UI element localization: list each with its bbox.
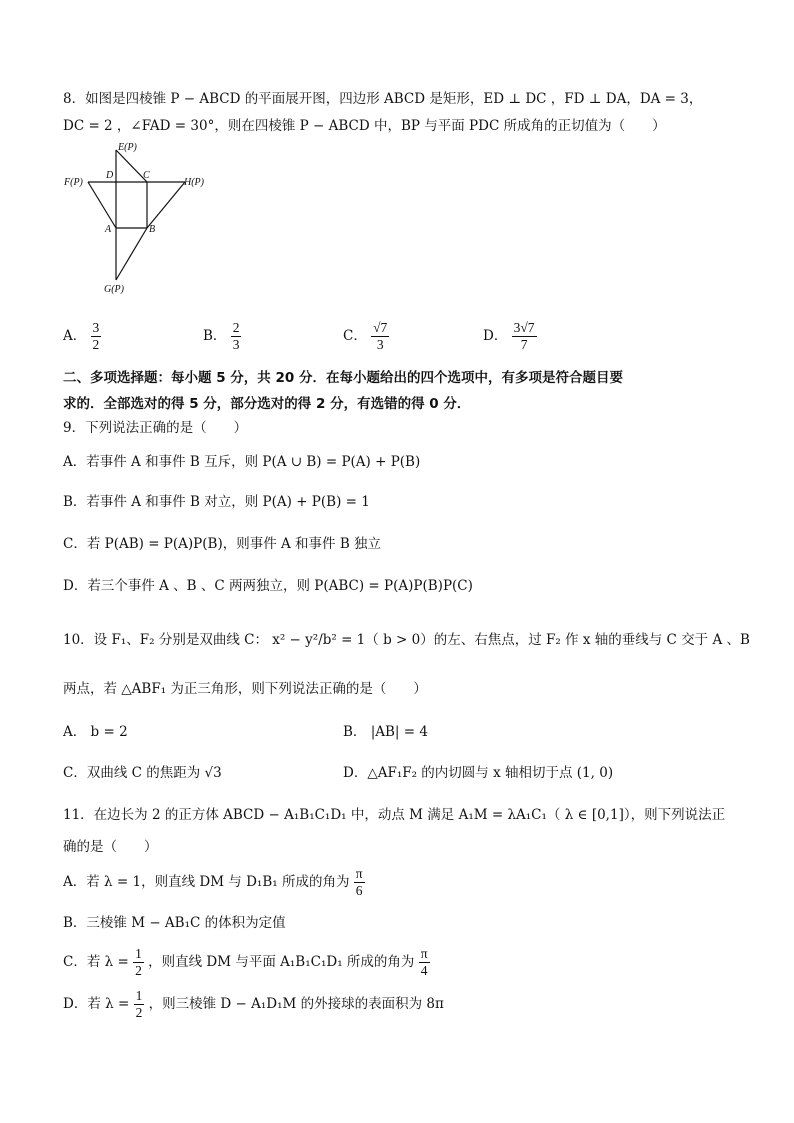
q8-option-a-label: A． bbox=[63, 328, 87, 344]
line-h-b bbox=[147, 182, 185, 228]
q11-option-a[interactable] bbox=[63, 866, 365, 899]
q8-option-b-label: B． bbox=[203, 328, 227, 344]
q10-stem-line1: 10．设 F₁、F₂ 分别是双曲线 C： x² − y²/b² = 1（ b > 0）的左、右焦点，过 F₂ 作 x 轴的垂线与 C 交于 A 、B bbox=[63, 632, 750, 648]
q11-option-a-num: π bbox=[355, 866, 363, 881]
q11-option-c-fraction bbox=[133, 946, 144, 979]
q8-stem-line2: DC = 2 ，∠FAD = 30°，则在四棱锥 P − ABCD 中，BP 与平面 PDC 所成角的正切值为（ ） bbox=[63, 118, 666, 134]
q8-option-b-fraction bbox=[231, 320, 242, 353]
label-a: A bbox=[105, 224, 112, 235]
q10-stem-line2: 两点，若 △ABF₁ 为正三角形，则下列说法正确的是（ ） bbox=[63, 681, 427, 697]
q10-option-c[interactable]: C．双曲线 C 的焦距为 √3 bbox=[63, 765, 222, 781]
q10-option-d[interactable]: D．△AF₁F₂ 的内切圆与 x 轴相切于点 (1, 0) bbox=[343, 765, 614, 781]
q11-option-d[interactable] bbox=[63, 988, 444, 1021]
q8-option-c-label: C． bbox=[343, 328, 367, 344]
q11-option-d-fraction bbox=[134, 988, 145, 1021]
label-c: C bbox=[143, 170, 150, 181]
q8-option-c[interactable] bbox=[343, 320, 389, 353]
label-b: B bbox=[149, 224, 156, 235]
q10-option-a[interactable]: A． b = 2 bbox=[63, 724, 128, 740]
q8-option-d-den: 7 bbox=[520, 337, 528, 352]
q11-option-c-den: 2 bbox=[135, 963, 142, 978]
q11-option-d-post: ，则三棱锥 D − A₁D₁M 的外接球的表面积为 8π bbox=[148, 996, 444, 1012]
q8-option-c-num: √7 bbox=[373, 320, 388, 335]
label-f: F(P) bbox=[64, 177, 83, 188]
q8-option-b-num: 2 bbox=[232, 320, 240, 335]
q8-option-d-label: D． bbox=[483, 328, 508, 344]
q8-option-d-fraction bbox=[512, 320, 537, 353]
q8-option-c-den: 3 bbox=[376, 337, 384, 352]
q11-option-c-num2: π bbox=[420, 946, 428, 961]
q8-unfolded-pyramid-figure bbox=[60, 140, 220, 298]
label-d: D bbox=[106, 170, 114, 181]
q9-option-c[interactable]: C．若 P(AB) = P(A)P(B)，则事件 A 和事件 B 独立 bbox=[63, 536, 382, 552]
section2-heading-line2: 求的．全部选对的得 5 分，部分选对的得 2 分，有选错的得 0 分． bbox=[63, 396, 471, 412]
q9-option-d[interactable]: D．若三个事件 A 、B 、C 两两独立，则 P(ABC) = P(A)P(B)P(C) bbox=[63, 578, 473, 594]
q11-option-a-text: A．若 λ = 1，则直线 DM 与 D₁B₁ 所成的角为 bbox=[63, 874, 350, 890]
label-h: H(P) bbox=[184, 177, 204, 188]
q8-option-a[interactable] bbox=[63, 320, 101, 353]
q10-option-b[interactable]: B． |AB| = 4 bbox=[343, 724, 428, 740]
q8-option-d[interactable] bbox=[483, 320, 537, 353]
q9-option-b[interactable]: B．若事件 A 和事件 B 对立，则 P(A) + P(B) = 1 bbox=[63, 494, 370, 510]
q11-option-d-den: 2 bbox=[135, 1005, 143, 1020]
q11-option-a-fraction bbox=[354, 866, 365, 899]
line-f-a bbox=[88, 182, 116, 228]
q8-option-b[interactable] bbox=[203, 320, 241, 353]
label-e: E(P) bbox=[118, 142, 137, 153]
q11-option-c-num: 1 bbox=[135, 946, 142, 961]
q11-stem-line2: 确的是（ ） bbox=[63, 839, 158, 855]
q8-stem-line1: 8．如图是四棱锥 P − ABCD 的平面展开图，四边形 ABCD 是矩形，ED ⊥ DC ，FD ⊥ DA，DA = 3， bbox=[63, 91, 703, 107]
q9-stem: 9．下列说法正确的是（ ） bbox=[63, 420, 248, 436]
q8-option-d-num: 3√7 bbox=[513, 320, 535, 335]
q11-option-c-pre: C．若 λ = bbox=[63, 954, 129, 970]
q11-option-d-num: 1 bbox=[135, 988, 143, 1003]
q8-option-c-fraction bbox=[371, 320, 389, 353]
q11-option-d-pre: D．若 λ = bbox=[63, 996, 130, 1012]
q11-stem-line1: 11．在边长为 2 的正方体 ABCD − A₁B₁C₁D₁ 中，动点 M 满足 A₁M = λA₁C₁（ λ ∈ [0,1]），则下列说法正 bbox=[63, 807, 726, 823]
q9-option-a[interactable]: A．若事件 A 和事件 B 互斥，则 P(A ∪ B) = P(A) + P(B) bbox=[63, 454, 421, 470]
q11-option-c-den2: 4 bbox=[420, 963, 428, 978]
q8-option-b-den: 3 bbox=[232, 337, 240, 352]
q11-option-c-fraction2 bbox=[419, 946, 430, 979]
q8-figure-svg bbox=[60, 140, 220, 298]
q8-option-a-num: 3 bbox=[92, 320, 100, 335]
q11-option-b[interactable]: B．三棱锥 M − AB₁C 的体积为定值 bbox=[63, 915, 286, 931]
line-b-g bbox=[116, 228, 147, 280]
label-g: G(P) bbox=[104, 284, 124, 295]
q11-option-a-den: 6 bbox=[355, 883, 363, 898]
q11-option-c[interactable] bbox=[63, 946, 430, 979]
q8-option-a-den: 2 bbox=[92, 337, 100, 352]
q11-option-c-mid: ，则直线 DM 与平面 A₁B₁C₁D₁ 所成的角为 bbox=[148, 954, 415, 970]
section2-heading-line1: 二、多项选择题：每小题 5 分，共 20 分．在每小题给出的四个选项中，有多项是符合题目要 bbox=[63, 370, 623, 386]
q8-option-a-fraction bbox=[91, 320, 102, 353]
